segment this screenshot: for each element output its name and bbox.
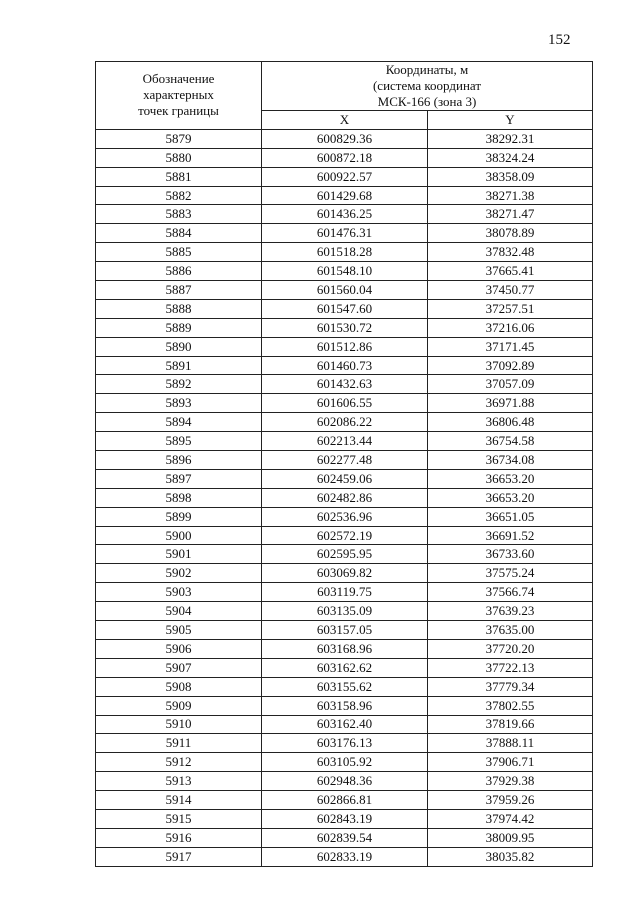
x-coordinate-cell: 601530.72 bbox=[262, 318, 428, 337]
x-coordinate-cell: 602843.19 bbox=[262, 809, 428, 828]
point-id-cell: 5903 bbox=[96, 583, 262, 602]
point-id-cell: 5906 bbox=[96, 639, 262, 658]
x-coordinate-cell: 600829.36 bbox=[262, 129, 428, 148]
header-line: характерных bbox=[143, 87, 214, 103]
table-row bbox=[96, 243, 593, 262]
point-id-cell: 5883 bbox=[96, 205, 262, 224]
y-coordinate-cell: 38358.09 bbox=[428, 167, 593, 186]
point-id-cell: 5913 bbox=[96, 772, 262, 791]
point-id-cell: 5900 bbox=[96, 526, 262, 545]
y-coordinate-cell: 36754.58 bbox=[428, 432, 593, 451]
point-id-cell: 5879 bbox=[96, 129, 262, 148]
table-row bbox=[96, 602, 593, 621]
x-coordinate-cell: 601460.73 bbox=[262, 356, 428, 375]
table-body bbox=[96, 129, 593, 866]
x-coordinate-cell: 603157.05 bbox=[262, 621, 428, 640]
x-coordinate-cell: 601518.28 bbox=[262, 243, 428, 262]
table-row bbox=[96, 299, 593, 318]
x-coordinate-cell: 602459.06 bbox=[262, 469, 428, 488]
point-id-cell: 5890 bbox=[96, 337, 262, 356]
table-row bbox=[96, 564, 593, 583]
point-id-cell: 5892 bbox=[96, 375, 262, 394]
table-row bbox=[96, 186, 593, 205]
x-coordinate-cell: 602572.19 bbox=[262, 526, 428, 545]
point-id-cell: 5911 bbox=[96, 734, 262, 753]
x-coordinate-cell: 603158.96 bbox=[262, 696, 428, 715]
x-coordinate-cell: 601560.04 bbox=[262, 281, 428, 300]
x-coordinate-cell: 602948.36 bbox=[262, 772, 428, 791]
point-id-cell: 5886 bbox=[96, 262, 262, 281]
x-coordinate-cell: 601606.55 bbox=[262, 394, 428, 413]
y-coordinate-cell: 36653.20 bbox=[428, 488, 593, 507]
x-coordinate-cell: 602086.22 bbox=[262, 413, 428, 432]
y-coordinate-cell: 37779.34 bbox=[428, 677, 593, 696]
point-id-cell: 5880 bbox=[96, 148, 262, 167]
point-id-cell: 5905 bbox=[96, 621, 262, 640]
table-row bbox=[96, 696, 593, 715]
header-line: Обозначение bbox=[142, 71, 215, 87]
point-id-cell: 5907 bbox=[96, 658, 262, 677]
point-id-cell: 5908 bbox=[96, 677, 262, 696]
table-row bbox=[96, 507, 593, 526]
y-coordinate-cell: 37802.55 bbox=[428, 696, 593, 715]
x-coordinate-cell: 603069.82 bbox=[262, 564, 428, 583]
table-row bbox=[96, 772, 593, 791]
table-row bbox=[96, 621, 593, 640]
x-coordinate-cell: 603176.13 bbox=[262, 734, 428, 753]
y-coordinate-cell: 36733.60 bbox=[428, 545, 593, 564]
table-row bbox=[96, 413, 593, 432]
x-coordinate-cell: 603162.40 bbox=[262, 715, 428, 734]
table-row bbox=[96, 677, 593, 696]
y-coordinate-cell: 37959.26 bbox=[428, 791, 593, 810]
point-id-cell: 5917 bbox=[96, 847, 262, 866]
table-row bbox=[96, 432, 593, 451]
y-coordinate-cell: 36651.05 bbox=[428, 507, 593, 526]
point-id-cell: 5916 bbox=[96, 828, 262, 847]
y-coordinate-cell: 36734.08 bbox=[428, 451, 593, 470]
y-coordinate-cell: 37092.89 bbox=[428, 356, 593, 375]
y-column-header: Y bbox=[428, 111, 593, 130]
y-coordinate-cell: 36691.52 bbox=[428, 526, 593, 545]
point-id-cell: 5885 bbox=[96, 243, 262, 262]
x-coordinate-cell: 602277.48 bbox=[262, 451, 428, 470]
point-id-cell: 5897 bbox=[96, 469, 262, 488]
y-coordinate-cell: 37819.66 bbox=[428, 715, 593, 734]
table-row bbox=[96, 129, 593, 148]
table-row bbox=[96, 753, 593, 772]
table-row bbox=[96, 337, 593, 356]
x-coordinate-cell: 601436.25 bbox=[262, 205, 428, 224]
y-coordinate-cell: 37450.77 bbox=[428, 281, 593, 300]
y-coordinate-cell: 37832.48 bbox=[428, 243, 593, 262]
point-id-cell: 5894 bbox=[96, 413, 262, 432]
y-coordinate-cell: 37257.51 bbox=[428, 299, 593, 318]
y-coordinate-cell: 38035.82 bbox=[428, 847, 593, 866]
x-coordinate-cell: 600922.57 bbox=[262, 167, 428, 186]
table-row bbox=[96, 469, 593, 488]
y-coordinate-cell: 37888.11 bbox=[428, 734, 593, 753]
y-coordinate-cell: 37665.41 bbox=[428, 262, 593, 281]
y-coordinate-cell: 37906.71 bbox=[428, 753, 593, 772]
y-coordinate-cell: 37057.09 bbox=[428, 375, 593, 394]
table-row bbox=[96, 148, 593, 167]
header-line: (система координат bbox=[372, 78, 482, 93]
y-coordinate-cell: 36806.48 bbox=[428, 413, 593, 432]
y-coordinate-cell: 37635.00 bbox=[428, 621, 593, 640]
point-id-cell: 5914 bbox=[96, 791, 262, 810]
x-coordinate-cell: 601548.10 bbox=[262, 262, 428, 281]
y-coordinate-cell: 37639.23 bbox=[428, 602, 593, 621]
table-row bbox=[96, 545, 593, 564]
y-coordinate-cell: 38009.95 bbox=[428, 828, 593, 847]
point-id-cell: 5910 bbox=[96, 715, 262, 734]
header-line: МСК-166 (зона 3) bbox=[377, 94, 477, 109]
x-coordinate-cell: 603168.96 bbox=[262, 639, 428, 658]
table-row bbox=[96, 167, 593, 186]
table-row bbox=[96, 639, 593, 658]
table-row bbox=[96, 262, 593, 281]
coordinates-table bbox=[95, 61, 593, 867]
y-coordinate-cell: 38324.24 bbox=[428, 148, 593, 167]
point-id-cell: 5884 bbox=[96, 224, 262, 243]
point-id-cell: 5902 bbox=[96, 564, 262, 583]
y-coordinate-cell: 38292.31 bbox=[428, 129, 593, 148]
point-id-cell: 5882 bbox=[96, 186, 262, 205]
point-id-cell: 5888 bbox=[96, 299, 262, 318]
table-row bbox=[96, 658, 593, 677]
table-row bbox=[96, 828, 593, 847]
x-coordinate-cell: 601547.60 bbox=[262, 299, 428, 318]
y-coordinate-cell: 36971.88 bbox=[428, 394, 593, 413]
table-row bbox=[96, 224, 593, 243]
y-coordinate-cell: 38078.89 bbox=[428, 224, 593, 243]
x-coordinate-cell: 602833.19 bbox=[262, 847, 428, 866]
x-coordinate-cell: 602866.81 bbox=[262, 791, 428, 810]
x-coordinate-cell: 603135.09 bbox=[262, 602, 428, 621]
table-row bbox=[96, 715, 593, 734]
table-row bbox=[96, 583, 593, 602]
x-coordinate-cell: 602595.95 bbox=[262, 545, 428, 564]
x-coordinate-cell: 602482.86 bbox=[262, 488, 428, 507]
table-row bbox=[96, 394, 593, 413]
point-id-cell: 5901 bbox=[96, 545, 262, 564]
y-coordinate-cell: 37171.45 bbox=[428, 337, 593, 356]
x-coordinate-cell: 602839.54 bbox=[262, 828, 428, 847]
page-number: 152 bbox=[548, 32, 571, 48]
y-coordinate-cell: 36653.20 bbox=[428, 469, 593, 488]
table-row bbox=[96, 488, 593, 507]
x-coordinate-cell: 601476.31 bbox=[262, 224, 428, 243]
y-coordinate-cell: 38271.38 bbox=[428, 186, 593, 205]
point-id-cell: 5889 bbox=[96, 318, 262, 337]
point-id-cell: 5898 bbox=[96, 488, 262, 507]
x-coordinate-cell: 603162.62 bbox=[262, 658, 428, 677]
header-line: Координаты, м bbox=[385, 62, 469, 77]
y-coordinate-cell: 37566.74 bbox=[428, 583, 593, 602]
table-row bbox=[96, 734, 593, 753]
y-coordinate-cell: 37216.06 bbox=[428, 318, 593, 337]
point-id-cell: 5915 bbox=[96, 809, 262, 828]
y-coordinate-cell: 37720.20 bbox=[428, 639, 593, 658]
y-coordinate-cell: 38271.47 bbox=[428, 205, 593, 224]
point-id-cell: 5893 bbox=[96, 394, 262, 413]
y-coordinate-cell: 37929.38 bbox=[428, 772, 593, 791]
table-row bbox=[96, 375, 593, 394]
y-coordinate-cell: 37575.24 bbox=[428, 564, 593, 583]
table-row bbox=[96, 847, 593, 866]
header-line: точек границы bbox=[138, 103, 219, 119]
point-id-cell: 5904 bbox=[96, 602, 262, 621]
table-row bbox=[96, 809, 593, 828]
table-row bbox=[96, 526, 593, 545]
table-row bbox=[96, 281, 593, 300]
point-id-cell: 5909 bbox=[96, 696, 262, 715]
x-coordinate-cell: 603119.75 bbox=[262, 583, 428, 602]
point-id-cell: 5896 bbox=[96, 451, 262, 470]
x-coordinate-cell: 602536.96 bbox=[262, 507, 428, 526]
x-coordinate-cell: 602213.44 bbox=[262, 432, 428, 451]
x-coordinate-cell: 603155.62 bbox=[262, 677, 428, 696]
point-id-cell: 5887 bbox=[96, 281, 262, 300]
x-coordinate-cell: 600872.18 bbox=[262, 148, 428, 167]
table-row bbox=[96, 791, 593, 810]
table-row bbox=[96, 356, 593, 375]
y-coordinate-cell: 37722.13 bbox=[428, 658, 593, 677]
point-id-cell: 5891 bbox=[96, 356, 262, 375]
point-id-cell: 5881 bbox=[96, 167, 262, 186]
table-row bbox=[96, 205, 593, 224]
x-coordinate-cell: 601512.86 bbox=[262, 337, 428, 356]
x-column-header: X bbox=[262, 111, 428, 130]
point-id-cell: 5912 bbox=[96, 753, 262, 772]
x-coordinate-cell: 601429.68 bbox=[262, 186, 428, 205]
y-coordinate-cell: 37974.42 bbox=[428, 809, 593, 828]
point-id-cell: 5899 bbox=[96, 507, 262, 526]
point-designation-header bbox=[96, 62, 262, 130]
table-row bbox=[96, 318, 593, 337]
x-coordinate-cell: 601432.63 bbox=[262, 375, 428, 394]
x-coordinate-cell: 603105.92 bbox=[262, 753, 428, 772]
point-id-cell: 5895 bbox=[96, 432, 262, 451]
coordinates-header bbox=[262, 62, 593, 111]
table-row bbox=[96, 451, 593, 470]
